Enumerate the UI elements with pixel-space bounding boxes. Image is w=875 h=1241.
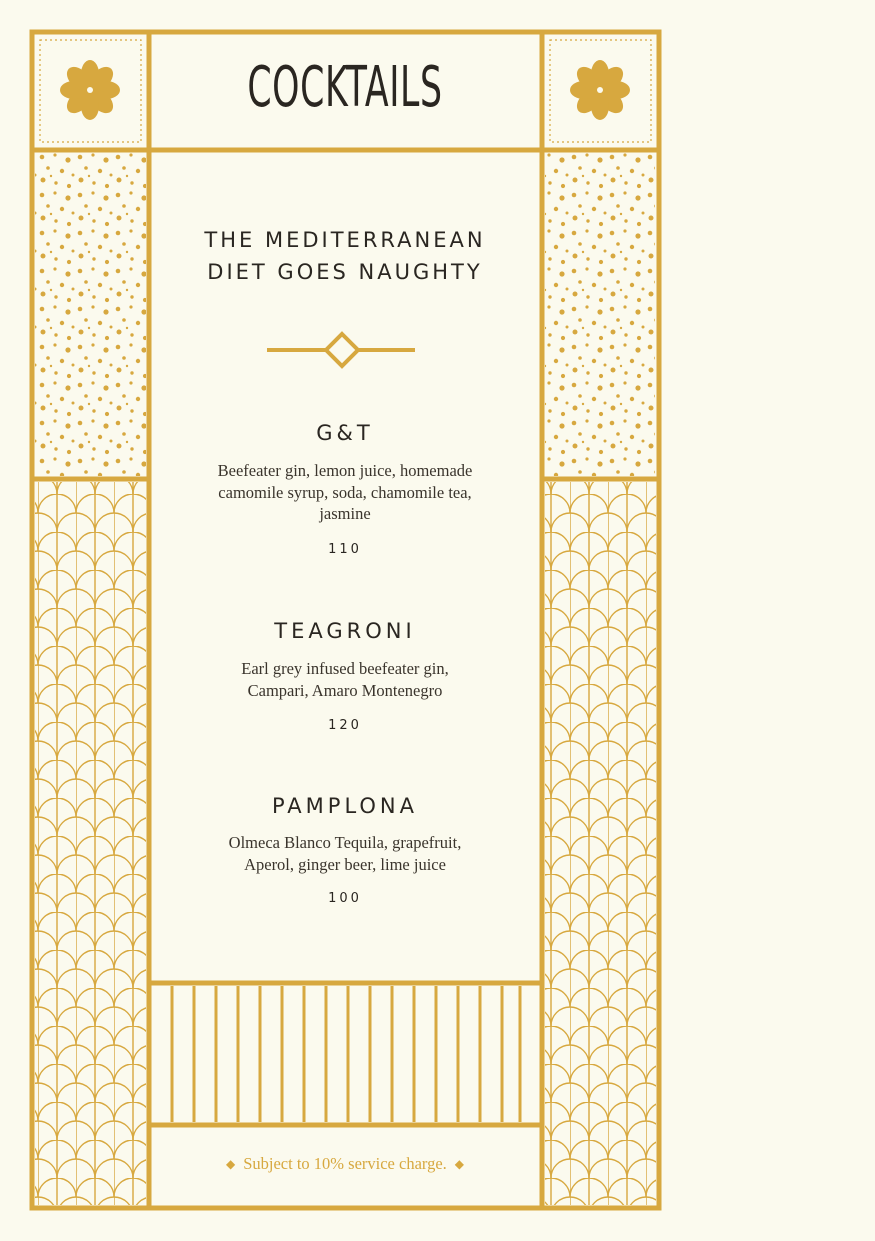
cocktail-price: 100 xyxy=(328,891,362,906)
description-line: Beefeater gin, lemon juice, homemade xyxy=(217,461,473,480)
cocktail-name: PAMPLONA xyxy=(271,794,419,818)
description-line: camomile syrup, soda, chamomile tea, xyxy=(218,482,472,502)
cocktail-price: 120 xyxy=(328,718,362,733)
page-title: COCKTAILS xyxy=(247,55,443,120)
cocktail-description xyxy=(185,832,505,875)
service-charge-text: Subject to 10% service charge. xyxy=(243,1154,447,1173)
flower-icon xyxy=(58,58,122,122)
description-line: Campari, Amaro Montenegro xyxy=(247,680,443,700)
menu-subtitle xyxy=(150,224,540,288)
cocktail-price: 110 xyxy=(328,542,362,557)
service-charge-note xyxy=(150,1154,540,1174)
flower-icon xyxy=(568,58,632,122)
subtitle-line: THE MEDITERRANEAN xyxy=(204,228,486,252)
subtitle-line: DIET GOES NAUGHTY xyxy=(207,260,483,284)
description-line: Olmeca Blanco Tequila, grapefruit, xyxy=(228,833,462,852)
diamond-icon: ◆ xyxy=(454,1157,465,1171)
description-line: jasmine xyxy=(319,504,371,523)
description-line: Earl grey infused beefeater gin, xyxy=(241,659,449,678)
diamond-icon: ◆ xyxy=(225,1157,236,1171)
cocktail-name: G&T xyxy=(316,421,374,445)
cocktail-description xyxy=(185,460,505,525)
description-line: Aperol, ginger beer, lime juice xyxy=(244,854,446,874)
cocktail-name: TEAGRONI xyxy=(274,619,416,643)
cocktail-description xyxy=(185,658,505,701)
